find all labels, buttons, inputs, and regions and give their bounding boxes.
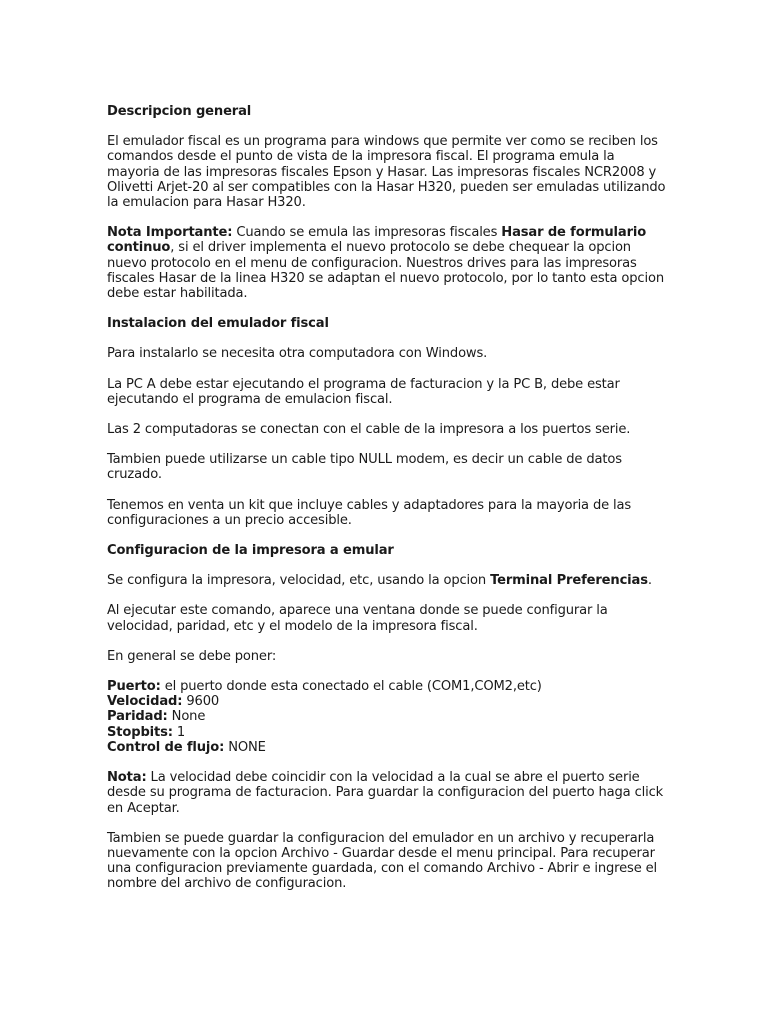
paragraph-pc: La PC A debe estar ejecutando el programa de facturacion y la PC B, debe estar ejecutando el programa de emulacion fiscal. <box>107 376 620 407</box>
setting-label: Control de flujo: <box>107 739 225 755</box>
nota-importante-label: Nota Importante: <box>107 225 233 241</box>
paragraph-nota-importante <box>107 225 667 301</box>
setting-value: el puerto donde esta conectado el cable (COM1,COM2,etc) <box>160 679 542 695</box>
paragraph-null-modem: Tambien puede utilizarse un cable tipo NULL modem, es decir un cable de datos cruzado. <box>107 452 622 483</box>
settings-list <box>107 679 667 755</box>
paragraph-configura <box>107 573 667 588</box>
paragraph-ventana: Al ejecutar este comando, aparece una ventana donde se puede configurar la velocidad, paridad, etc y el modelo de la impresora fiscal. <box>107 603 608 634</box>
configura-text-b: . <box>647 573 652 589</box>
setting-label: Paridad: <box>107 709 168 725</box>
nota-importante-emphasis: Hasar de formulario continuo <box>107 225 647 256</box>
section-heading-instalacion: Instalacion del emulador fiscal <box>107 316 329 332</box>
setting-paridad <box>107 709 667 724</box>
setting-value: 1 <box>172 724 186 740</box>
paragraph-kit: Tenemos en venta un kit que incluye cables y adaptadores para la mayoria de las configuraciones a un precio accesible. <box>107 497 632 528</box>
setting-label: Stopbits: <box>107 724 173 740</box>
paragraph-instalar: Para instalarlo se necesita otra computadora con Windows. <box>107 346 488 362</box>
paragraph-guardar: Tambien se puede guardar la configuracion del emulador en un archivo y recuperarla nuevamente con la opcion Archivo - Guardar desde el menu principal. Para recuperar una configuracion previamente guardada, con el comando Archivo - Abrir e ingrese el nombre del archivo de configuracion. <box>107 830 658 892</box>
setting-puerto <box>107 679 667 694</box>
setting-value: 9600 <box>182 694 220 710</box>
nota-importante-text-b: , si el driver implementa el nuevo protocolo se debe chequear la opcion nuevo protocolo en el menu de configuracion. Nuestros drives para las impresoras fiscales Hasar de la linea H320 se adaptan el nuevo protocolo, por lo tanto esta opcion debe estar habilitada. <box>107 240 664 302</box>
section-heading-configuracion: Configuracion de la impresora a emular <box>107 543 394 559</box>
setting-value: None <box>167 709 206 725</box>
paragraph-nota <box>107 770 667 816</box>
terminal-preferencias-emphasis: Terminal Preferencias <box>490 573 648 589</box>
setting-velocidad <box>107 694 667 709</box>
nota-importante-text-a: Cuando se emula las impresoras fiscales <box>232 225 502 241</box>
setting-label: Puerto: <box>107 679 161 695</box>
setting-control-de-flujo <box>107 740 667 755</box>
paragraph-cable: Las 2 computadoras se conectan con el cable de la impresora a los puertos serie. <box>107 422 631 438</box>
document-page <box>107 104 667 907</box>
setting-value: NONE <box>224 739 266 755</box>
paragraph-descripcion: El emulador fiscal es un programa para windows que permite ver como se reciben los comandos desde el punto de vista de la impresora fiscal. El programa emula la mayoria de las impresoras fiscales Epson y Hasar. Las impresoras fiscales NCR2008 y Olivetti Arjet-20 al ser compatibles con la Hasar H320, pueden ser emuladas utilizando la emulacion para Hasar H320. <box>107 134 666 211</box>
setting-label: Velocidad: <box>107 694 183 710</box>
paragraph-en-general: En general se debe poner: <box>107 648 277 664</box>
setting-stopbits <box>107 725 667 740</box>
nota-text: La velocidad debe coincidir con la velocidad a la cual se abre el puerto serie desde su programa de facturacion. Para guardar la configuracion del puerto haga click en Aceptar. <box>107 770 664 816</box>
nota-label: Nota: <box>107 770 147 786</box>
section-heading-descripcion: Descripcion general <box>107 104 252 119</box>
configura-text-a: Se configura la impresora, velocidad, etc, usando la opcion <box>107 573 491 589</box>
